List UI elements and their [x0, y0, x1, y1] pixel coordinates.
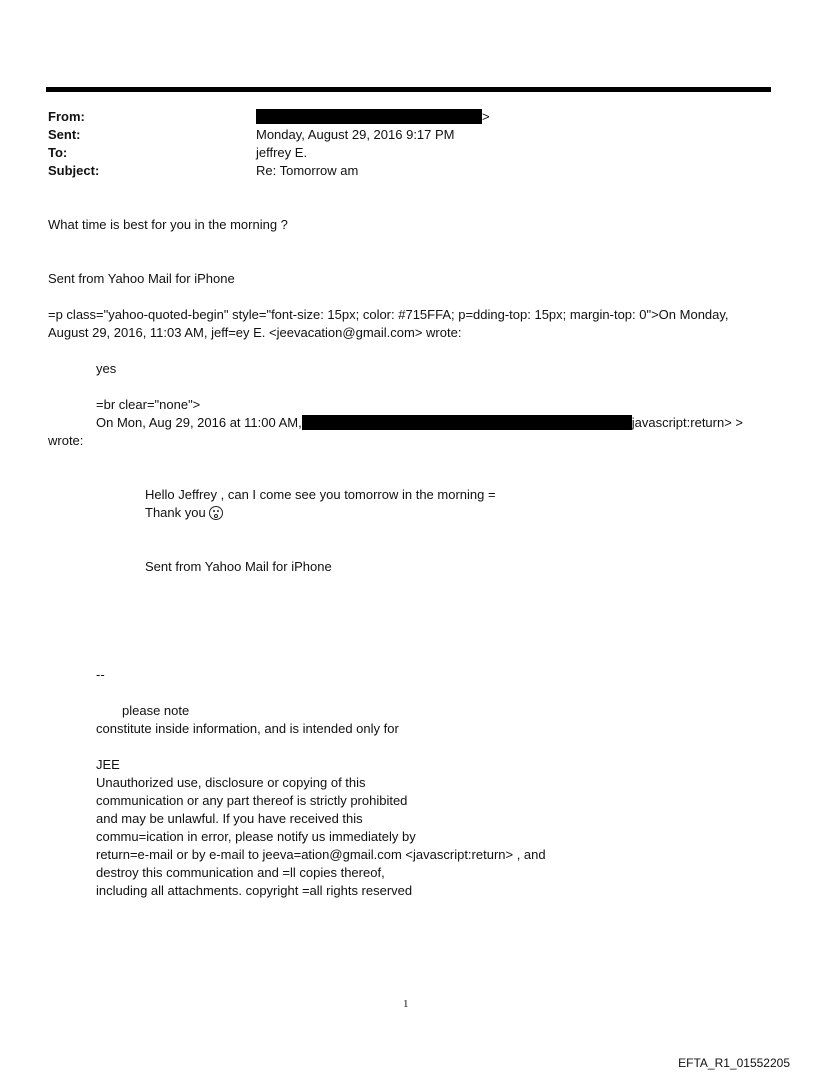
disclaimer-line: Unauthorized use, disclosure or copying of this	[96, 775, 366, 790]
disclaimer-line: and may be unlawful. If you have received this	[96, 811, 363, 826]
disclaimer-line: please note	[122, 703, 190, 718]
signature-dashes: --	[96, 667, 105, 682]
signature: Sent from Yahoo Mail for iPhone	[48, 271, 235, 286]
reply-text: yes	[96, 361, 117, 376]
quote-header: =p class="yahoo-quoted-begin" style="font-size: 15px; color: #715FFA; p=dding-top: 15px; margin-top: 0">On Monday,	[48, 307, 729, 322]
inner-message-line	[145, 504, 223, 521]
to-label: To:	[48, 145, 68, 160]
html-fragment: =br clear="none">	[96, 397, 201, 412]
nested-wrote: wrote:	[48, 433, 84, 448]
sent-label: Sent:	[48, 127, 81, 142]
quote-header: August 29, 2016, 11:03 AM, jeff=ey E. <jeevacation@gmail.com> wrote:	[48, 325, 462, 340]
disclaimer-line: communication or any part thereof is strictly prohibited	[96, 793, 408, 808]
redaction-box	[256, 109, 482, 124]
disclaimer-line: including all attachments. copyright =all rights reserved	[96, 883, 413, 898]
header-rule	[46, 87, 771, 92]
disclaimer-line: destroy this communication and =ll copies thereof,	[96, 865, 385, 880]
from-value	[256, 108, 490, 125]
nested-quote-header	[96, 414, 743, 431]
inner-message-line: Hello Jeffrey , can I come see you tomorrow in the morning =	[145, 487, 496, 502]
from-label: From:	[48, 109, 85, 124]
disclaimer-line: return=e-mail or by e-mail to jeeva=ation@gmail.com <javascript:return> , and	[96, 847, 546, 862]
disclaimer-line: constitute inside information, and is intended only for	[96, 721, 399, 736]
subject-value: Re: Tomorrow am	[256, 163, 359, 178]
thank-you-text: Thank you	[145, 505, 206, 520]
from-suffix: >	[482, 109, 490, 124]
surprised-face-icon	[209, 506, 223, 520]
nested-header-prefix: On Mon, Aug 29, 2016 at 11:00 AM,	[96, 415, 302, 430]
bates-id: EFTA_R1_01552205	[678, 1056, 790, 1070]
disclaimer-line: JEE	[96, 757, 120, 772]
sent-value: Monday, August 29, 2016 9:17 PM	[256, 127, 455, 142]
to-value: jeffrey E.	[256, 145, 308, 160]
redaction-box	[302, 415, 632, 430]
disclaimer-line: commu=ication in error, please notify us immediately by	[96, 829, 416, 844]
nested-header-suffix: javascript:return> >	[631, 415, 744, 430]
page-number: 1	[403, 998, 409, 1010]
body-line: What time is best for you in the morning ?	[48, 217, 288, 232]
inner-signature: Sent from Yahoo Mail for iPhone	[145, 559, 332, 574]
subject-label: Subject:	[48, 163, 100, 178]
